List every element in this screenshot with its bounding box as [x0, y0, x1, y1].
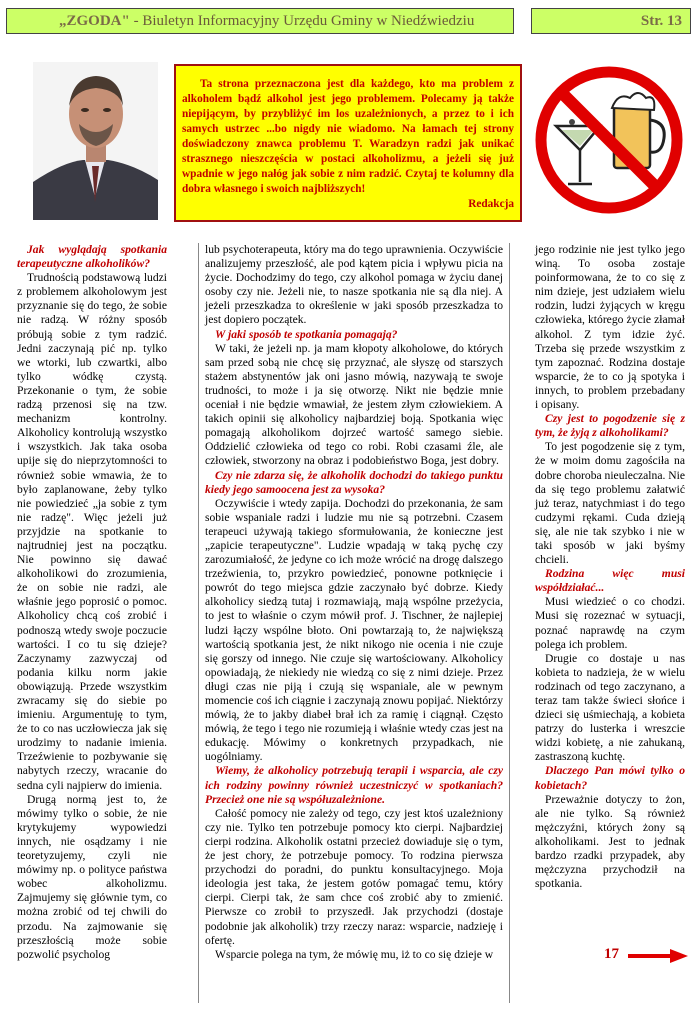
article-column-3: [535, 243, 685, 963]
header-title: [6, 8, 514, 34]
paragraph: Drugą normą jest to, że mówimy tylko o sobie, że nie krytykujemy wypowiedzi innych, nie osądzamy i nie teoretyzujemy, czyli nie mówimy np. o polityce państwa wobec alkoholizmu. Zajmujemy się głównie tym, co można zrobić od tej chwili do przodu. Na zajmowanie się przeszłością może sobie pozwolić psycholog: [17, 792, 167, 961]
intro-text: Ta strona przeznaczona jest dla każdego, kto ma problem z alkoholem bądź alkohol jest jego problemem. Polecamy ją także niepijącym, by przybliżyć im los uzależnionych, a przez to i ich samych ustrzec ...bo nigdy nie wiadomo. Na łamach tej strony doświadczony znawca problemu T. Waradzyn radzi jak unikać strasznego nieszczęścia w postaci alkoholizmu, a jeżeli się już wpadnie w jego nałóg jak sobie z nim radzić. Czytaj te kolumny dla dobra własnego i swoich najbliższych!: [182, 78, 514, 195]
paragraph: jego rodzinie nie jest tylko jego winą. To osoba zostaje poinformowana, że to co się z nim dzieje, jest udziałem wielu rodzin, ludzi żyjących w kręgu człowieka, którego życie złamał alkohol. Z tym idzie żyć. Trzeba się przede wszystkim z tym zapoznać. Rodzina dostaje wsparcie, że to co ją spotyka i innych, to problem przebadany i opisany.: [535, 243, 685, 412]
paragraph: Drugie co dostaje u nas kobieta to nadzieja, że w wielu rodzinach od tego zaczynano, a teraz tam także świeci słońce i dzieci się uśmiechają, a kobieta patrzy do lusterka i wreszcie widzi kobietę, a nie zahukaną, zastraszoną kuchtę.: [535, 651, 685, 764]
paragraph: Wsparcie polega na tym, że mówię mu, iż to co się dzieje w: [215, 947, 494, 961]
question-heading: Wiemy, że alkoholicy potrzebują terapii i wsparcia, ale czy ich rodziny powinny również uczestniczyć w spotkaniach? Przecież one nie są współuzależnione.: [205, 764, 503, 806]
paragraph: lub psychoterapeuta, który ma do tego uprawnienia. Oczywiście analizujemy przeszłość, ale pod kątem picia i wpływu picia na życie. Dochodzimy do tego, czy alkohol pomaga w życiu danej osoby czy nie. Jeżeli nie, to nasze spotkania nie są dla niej. A jeżeli przeszkadza to określenie w jaki sposób przeszkadza to jest dopiero początek.: [205, 243, 503, 327]
header-title-rest: - Biuletyn Informacyjny Urzędu Gminy w Niedźwiedziu: [129, 13, 475, 29]
paragraph: To jest pogodzenie się z tym, że w moim domu zagościła na dobre choroba nieuleczalna. Nie da się tego problemu załatwić już teraz, natychmiast i do tego cudzymi rękami. Cuda dzieją się, ale nie tak szybko i nie w taki sposób w jaki byśmy chcieli.: [535, 440, 685, 567]
header-page-label: Str. 13: [531, 8, 691, 34]
paragraph: W taki, że jeżeli np. ja mam kłopoty alkoholowe, do których sam przed sobą nie chcę się przyznać, ale słyszę od starszych stażem abstynentów jak oni jasno mówią, nazywają te swoje trudności, to może i ja się otworzę. Nikt nie będzie mnie oceniał i nie będzie wmawiał, że jestem złym człowiekiem. A takich opinii się alkoholicy najbardziej boją. Spotkania więc pomagają alkoholikom dojrzeć wartość samego siebie. Oddzielić człowieka od tego co robi. Robi czasami źle, ale człowiek, stworzony na obraz i podobieństwo Boga, jest dobry.: [205, 341, 503, 468]
paragraph: Przeważnie dotyczy to żon, ale nie tylko. Są również mężczyźni, których żony są alkoholikami. Jest to jednak bardzo rzadki przypadek, aby mężczyzna przychodził na spotkania.: [535, 792, 685, 891]
article-column-1: [17, 243, 167, 1003]
paragraph: Całość pomocy nie zależy od tego, czy jest ktoś uzależniony czy nie. Tylko ten potrzebuje pomocy kto cierpi. Najbardziej cierpi rodzina. Alkoholik ostatni przecież dowiaduje się o tym, że jest chory, że potrzebuje pomocy. To rodzina pierwsza przychodzi do poradni, do punktu konsultacyjnego. Moja ideologia jest taka, że jestem gotów pomagać temu, który cierpi. Cierpi tak, że sam chce coś zrobić aby to zmienić. Pierwsze co zrobił to przyszedł. Jak przychodzi (dostaje podobnie jak alkoholik) trzy rzeczy naraz: wsparcie, nadzieję i ofertę.: [205, 806, 503, 947]
header-title-strong: „ZGODA": [59, 13, 130, 29]
author-portrait: [33, 62, 158, 220]
question-heading: Dlaczego Pan mówi tylko o kobietach?: [535, 764, 685, 792]
paragraph: Musi wiedzieć o co chodzi. Musi się rozeznać w sytuacji, poznać naprawdę na czym polega ich problem.: [535, 595, 685, 651]
article-column-2: [198, 243, 510, 1003]
intro-signature: Redakcja: [468, 198, 514, 210]
paragraph: Trudnością podstawową ludzi z problemem alkoholowym jest przyznanie się do tego, że sobie nie radzą. W różny sposób próbują sobie z tym radzić. Jedni zaczynają pić np. tylko we wtorki, lub czwartki, albo tylko wódkę czystą. Przekonanie o tym, że sobie radzą przenosi się na tzw. mechanizm kontrolny. Alkoholicy kontrolują wszystko i wszystkich. Jak taka osoba upije się do nieprzytomności to również sobie wmawia, że to było zaplanowane, żeby tylko nie powiedzieć „ja sobie z tym nie radzę". Więc jeżeli już przyjdzie na spotkanie to najtrudniej jest na początku. Nie powinno się dawać alkoholikowi do zrozumienia, że on sobie nie radzi, ale właśnie jego poprosić o pomoc. Alkoholicy chcą coś zrobić i podnoszą wtedy swoje poczucie wartości. I co tu się dzieje? Zaczynamy zazwyczaj od podania kilku norm jakie obowiązują. Przede wszystkim zwracamy się do siebie po imieniu. Argumentuję to tym, że to co nas uczłowiecza jak się urodzimy to nadanie imienia. Trzeźwienie to pozbywanie się nabytych rzeczy, wracanie do sedna cyli najpierw do imienia.: [17, 271, 167, 792]
question-heading: Rodzina więc musi współdziałać...: [535, 567, 685, 595]
page-number: 17: [604, 946, 619, 962]
intro-box: [174, 64, 522, 222]
question-heading: Czy nie zdarza się, że alkoholik dochodzi do takiego punktu kiedy jego samoocena jest za wysoka?: [205, 468, 503, 496]
question-heading: Jak wyglądają spotkania terapeutyczne alkoholików?: [17, 243, 167, 271]
question-heading: W jaki sposób te spotkania pomagają?: [215, 327, 398, 341]
question-heading: Czy jest to pogodzenie się z tym, że żyją z alkoholikami?: [535, 412, 685, 440]
paragraph: Oczywiście i wtedy zapija. Dochodzi do przekonania, że sam sobie wspaniale radzi i ludzie mu nie są potrzebni. Czasem terapeuci używają takiego sformułowania, że konieczne jest „zapicie terapeutyczne". Ludzie wpadają w taką pychę czy zarozumiałość, że jedyne co ich może wrócić na drogę dalszego trzeźwienia, to, przykro powiedzieć, ponowne potknięcie i powrót do tego miejsca gdzie zaczynało być dobrze. Kiedy alkoholicy siedzą tutaj i rozmawiają, mają wspólne przeżycia, to jest to właśnie o czym mówił prof. J. Tischner, że najlepiej ludzi łączy wspólne błoto. Oni powtarzają to, że największą wartością spotkania jest, że nikt nikogo nie ocenia i nie czuje się gorszy od innego. Nie czuje się wartościowany. Alkoholicy opowiadają, że niekiedy nie wiedzą co się z nimi dzieje. Przez długi czas nie piją i czują się wspaniale, ale w pewnym momencie coś ich ciągnie i zaczynają znowu popijać. Niektórzy mówią, że to jakby diabeł brał ich za ramię i ciągnął. Często mówią, że tego i tego nie rozumieją i właśnie wtedy czas jest na edukację. Mówimy o konkretnych przypadkach, nie uogólniamy.: [205, 496, 503, 764]
next-page-arrow-icon: [628, 949, 688, 963]
no-alcohol-sign-icon: [534, 64, 684, 216]
